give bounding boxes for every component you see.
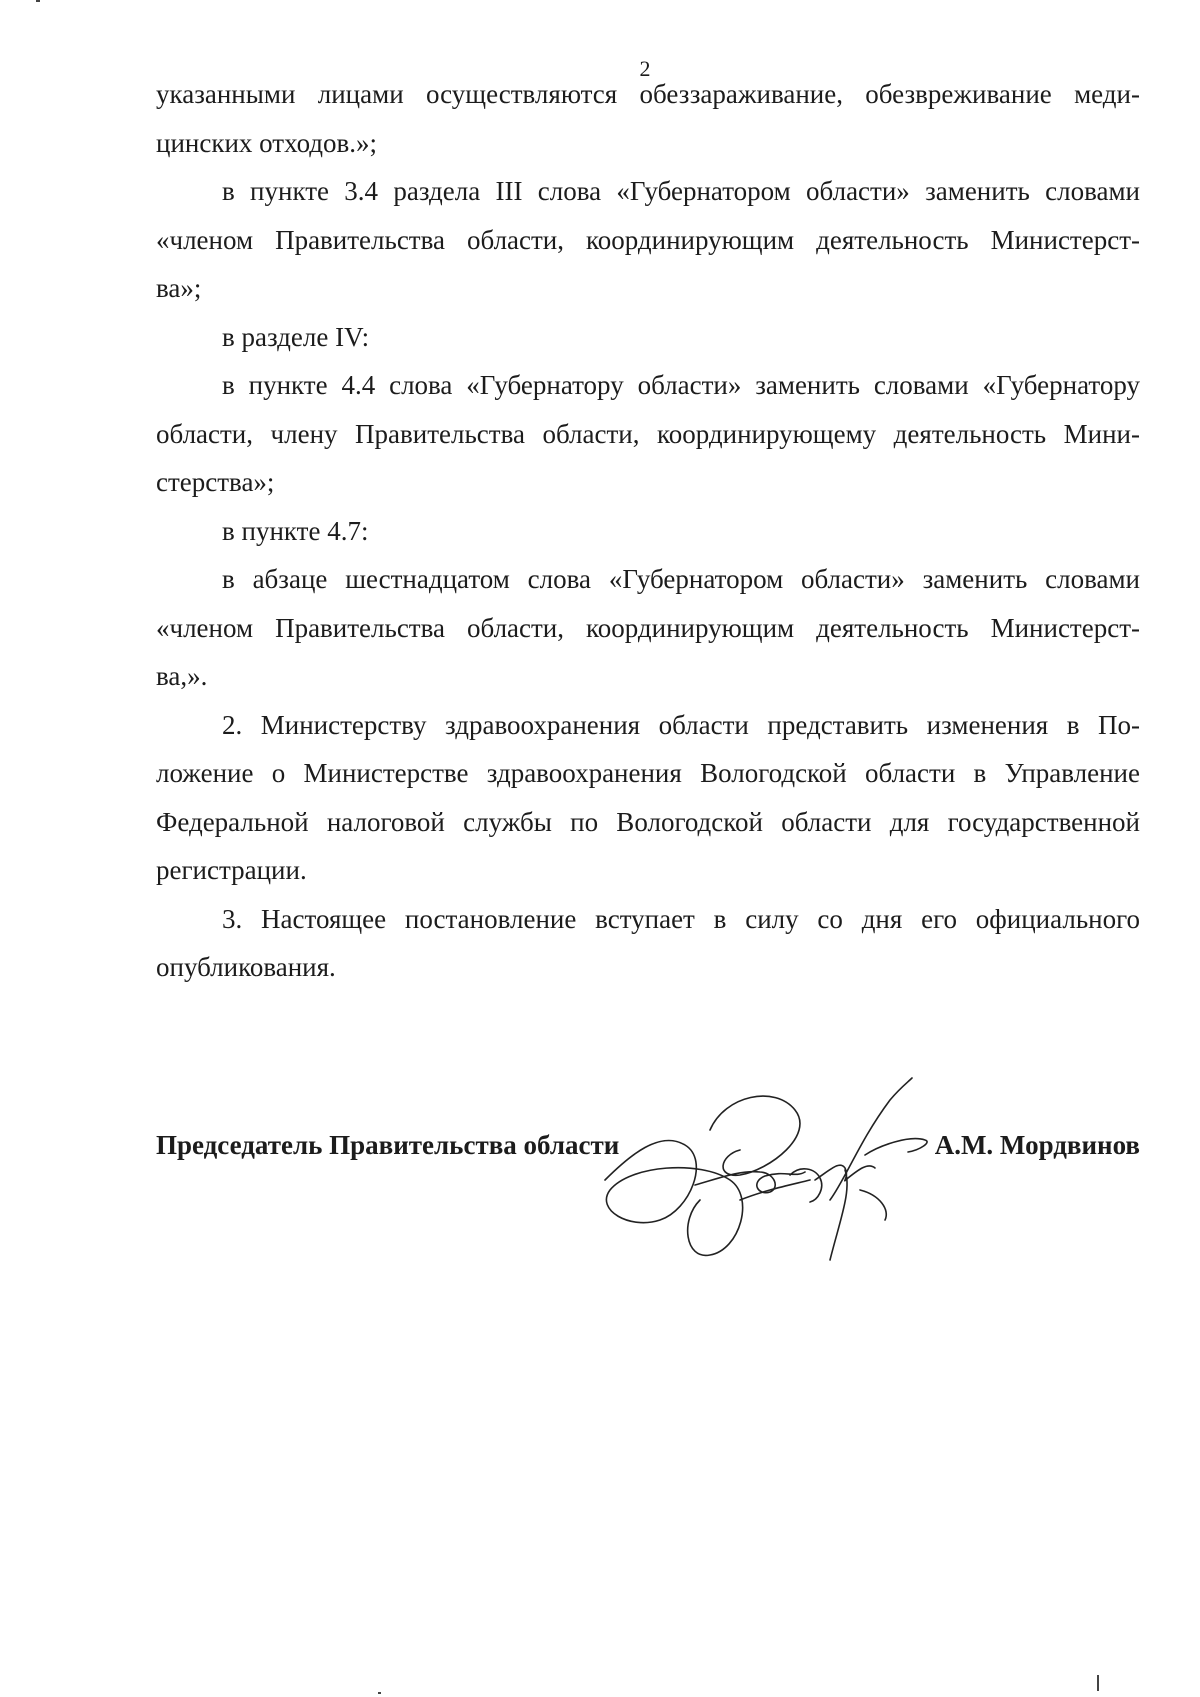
text-line: в абзаце шестнадцатом слова «Губернатором области» заменить словами — [222, 564, 1140, 594]
text-line: области, члену Правительства области, координирующему деятельность Мини- — [156, 418, 1140, 449]
text-line: в пункте 4.7: — [222, 515, 369, 546]
text-line: в пункте 4.4 слова «Губернатору области» заменить словами «Губернатору — [222, 370, 1140, 400]
text-line: опубликования. — [156, 952, 336, 982]
text-line: ложение о Министерстве здравоохранения Вологодской области в Управление — [156, 758, 1140, 788]
scan-artifact — [1097, 1675, 1099, 1691]
text-line: 2. Министерству здравоохранения области представить изменения в По- — [222, 709, 1140, 740]
text-line: «членом Правительства области, координирующим деятельность Министерст- — [156, 224, 1140, 255]
text-line: регистрации. — [156, 855, 307, 885]
signatory-position: Председатель Правительства области — [156, 1130, 620, 1160]
signatory-name: А.М. Мордвинов — [934, 1130, 1140, 1160]
text-line: указанными лицами осуществляются обеззараживание, обезвреживание меди- — [156, 79, 1140, 109]
handwritten-signature — [590, 1060, 950, 1280]
scan-artifact — [36, 0, 40, 2]
scan-artifact — [378, 1692, 381, 1694]
text-line: Федеральной налоговой службы по Вологодской области для государственной — [156, 806, 1140, 837]
text-line: в разделе IV: — [222, 321, 370, 352]
text-line: цинских отходов.»; — [156, 127, 378, 158]
page-number: 2 — [639, 56, 651, 81]
text-line: ва,». — [156, 661, 208, 691]
document-body — [156, 70, 1140, 992]
text-line: в пункте 3.4 раздела III слова «Губернатором области» заменить словами — [222, 176, 1140, 206]
text-line: стерства»; — [156, 467, 275, 497]
text-line: «членом Правительства области, координирующим деятельность Министерст- — [156, 612, 1140, 643]
text-line: ва»; — [156, 273, 202, 303]
text-line: 3. Настоящее постановление вступает в силу со дня его официального — [222, 903, 1140, 934]
